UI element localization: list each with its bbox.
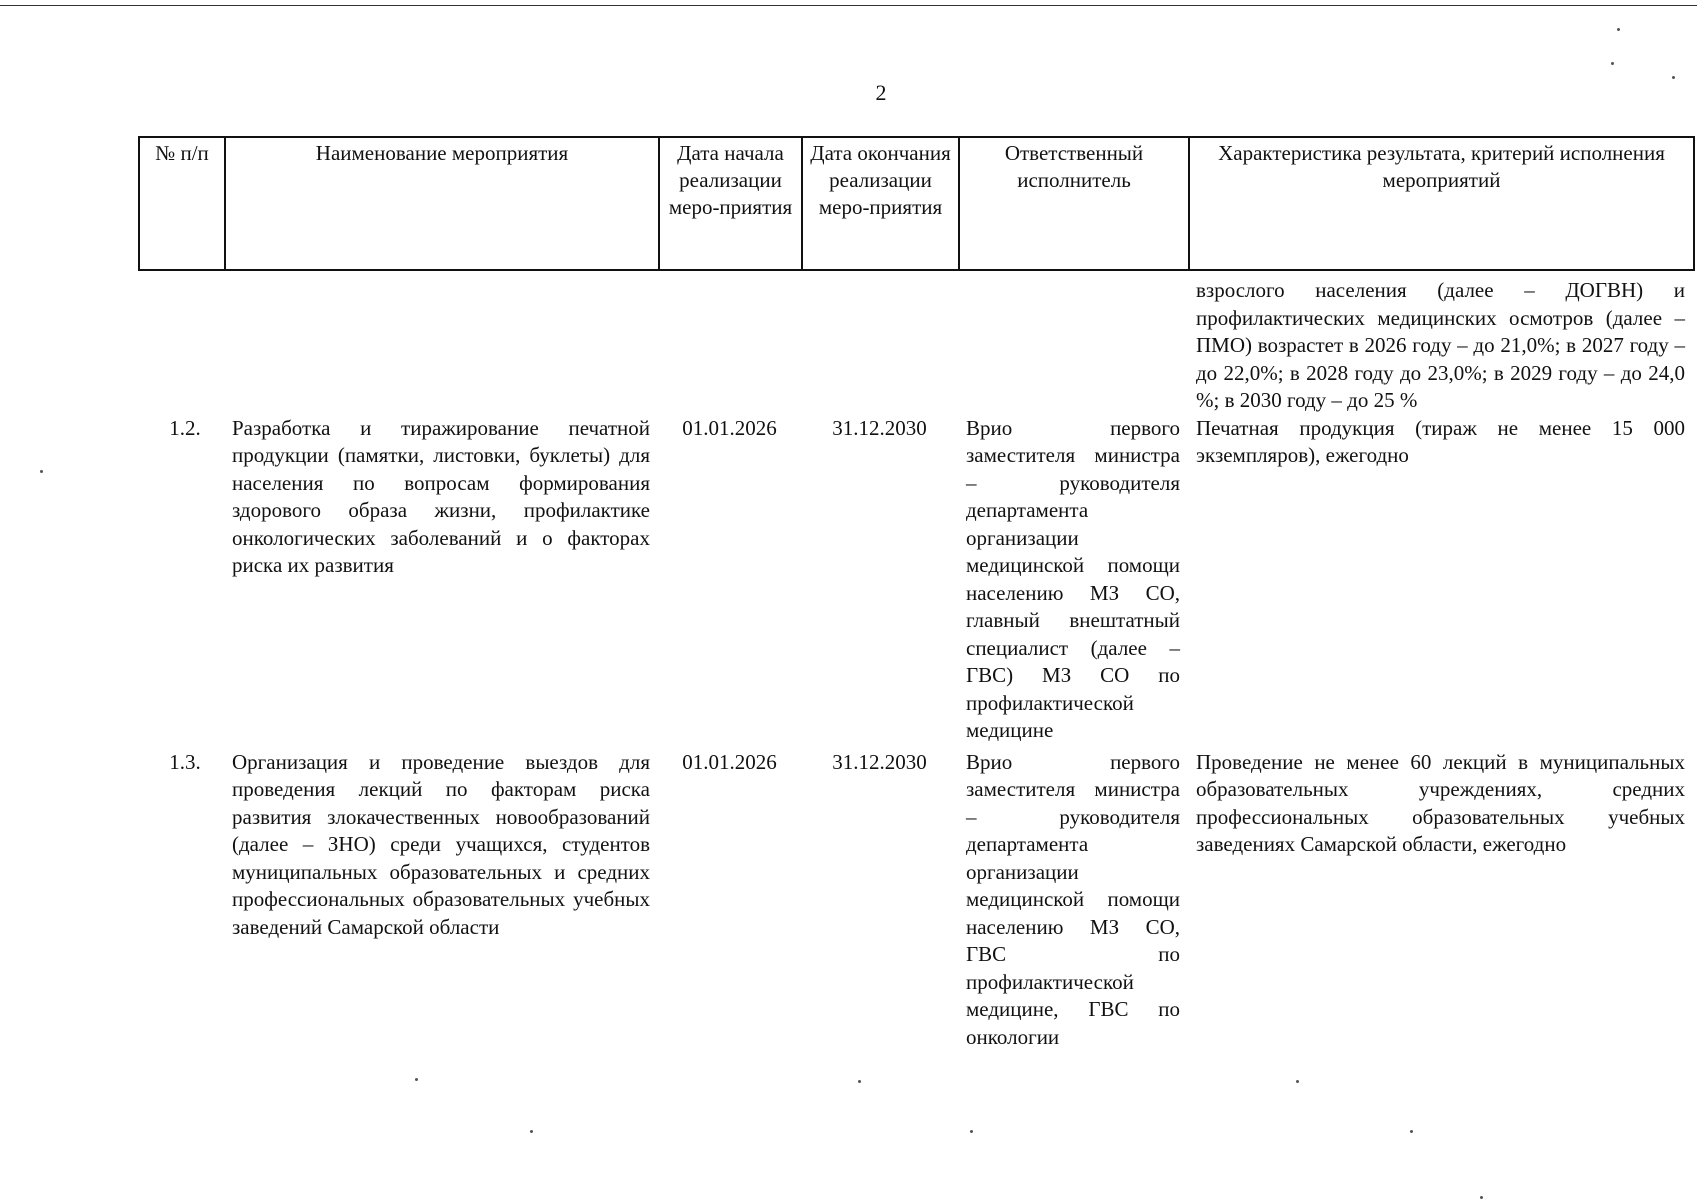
table-header: [138, 136, 1695, 271]
top-scan-border: [0, 5, 1697, 6]
header-responsible: Ответственный исполнитель: [959, 137, 1189, 270]
row-end-date: 31.12.2030: [832, 415, 927, 440]
page-number: 2: [875, 80, 887, 105]
scan-speck: [1480, 1196, 1483, 1199]
scan-speck: [40, 470, 43, 473]
row-num: 1.2.: [169, 415, 201, 440]
row-start-date: 01.01.2026: [682, 415, 777, 440]
scan-speck: [530, 1130, 533, 1133]
row-name: Разработка и тиражирование печатной продукции (памятки, листовки, буклеты) для населения по вопросам формирования здорового образа жизни, профилактике онкологических заболеваний и о факторах риска их развития: [232, 415, 650, 577]
header-name: Наименование мероприятия: [225, 137, 659, 270]
row-name: Организация и проведение выездов для проведения лекций по факторам риска развития злокачественных новообразований (далее – ЗНО) среди учащихся, студентов муниципальных образовательных и средних профессиональных образовательных учебных заведений Самарской области: [232, 749, 650, 939]
scan-speck: [858, 1080, 861, 1083]
table-row-continuation: [138, 277, 1693, 415]
scan-speck: [1672, 76, 1675, 79]
table-row: [138, 415, 1693, 749]
scan-speck: [1410, 1130, 1413, 1133]
row-end-date: 31.12.2030: [832, 749, 927, 774]
result-continuation: взрослого населения (далее – ДОГВН) и профилактических медицинских осмотров (далее – ПМО) возрастет в 2026 году – до 21,0%; в 2027 году – до 22,0%; в 2028 году до 23,0%; в 2029 году – до 24,0 %; в 2030 году – до 25 %: [1196, 278, 1685, 412]
table-body: [138, 277, 1693, 1051]
scan-speck: [970, 1130, 973, 1133]
scan-speck: [415, 1078, 418, 1081]
header-result: Характеристика результата, критерий исполнения мероприятий: [1189, 137, 1694, 270]
header-end-date: Дата окончания реализации меро-приятия: [802, 137, 959, 270]
row-num: 1.3.: [169, 749, 201, 774]
row-responsible: Врио первого заместителя министра – руководителя департамента организации медицинской помощи населению МЗ СО, главный внештатный специалист (далее – ГВС) МЗ СО по профилактической медицине: [966, 415, 1180, 742]
table-row: [138, 749, 1693, 1052]
row-result: Печатная продукция (тираж не менее 15 000 экземпляров), ежегодно: [1196, 415, 1685, 467]
row-result: Проведение не менее 60 лекций в муниципальных образовательных учреждениях, средних профессиональных образовательных учебных заведениях Самарской области, ежегодно: [1196, 749, 1685, 856]
row-start-date: 01.01.2026: [682, 749, 777, 774]
row-responsible: Врио первого заместителя министра – руководителя департамента организации медицинской помощи населению МЗ СО, ГВС по профилактической медицине, ГВС по онкологии: [966, 749, 1180, 1049]
scan-speck: [1617, 28, 1620, 31]
header-start-date: Дата начала реализации меро-приятия: [659, 137, 802, 270]
header-num: № п/п: [139, 137, 225, 270]
scan-speck: [1296, 1080, 1299, 1083]
scan-speck: [1611, 62, 1614, 65]
